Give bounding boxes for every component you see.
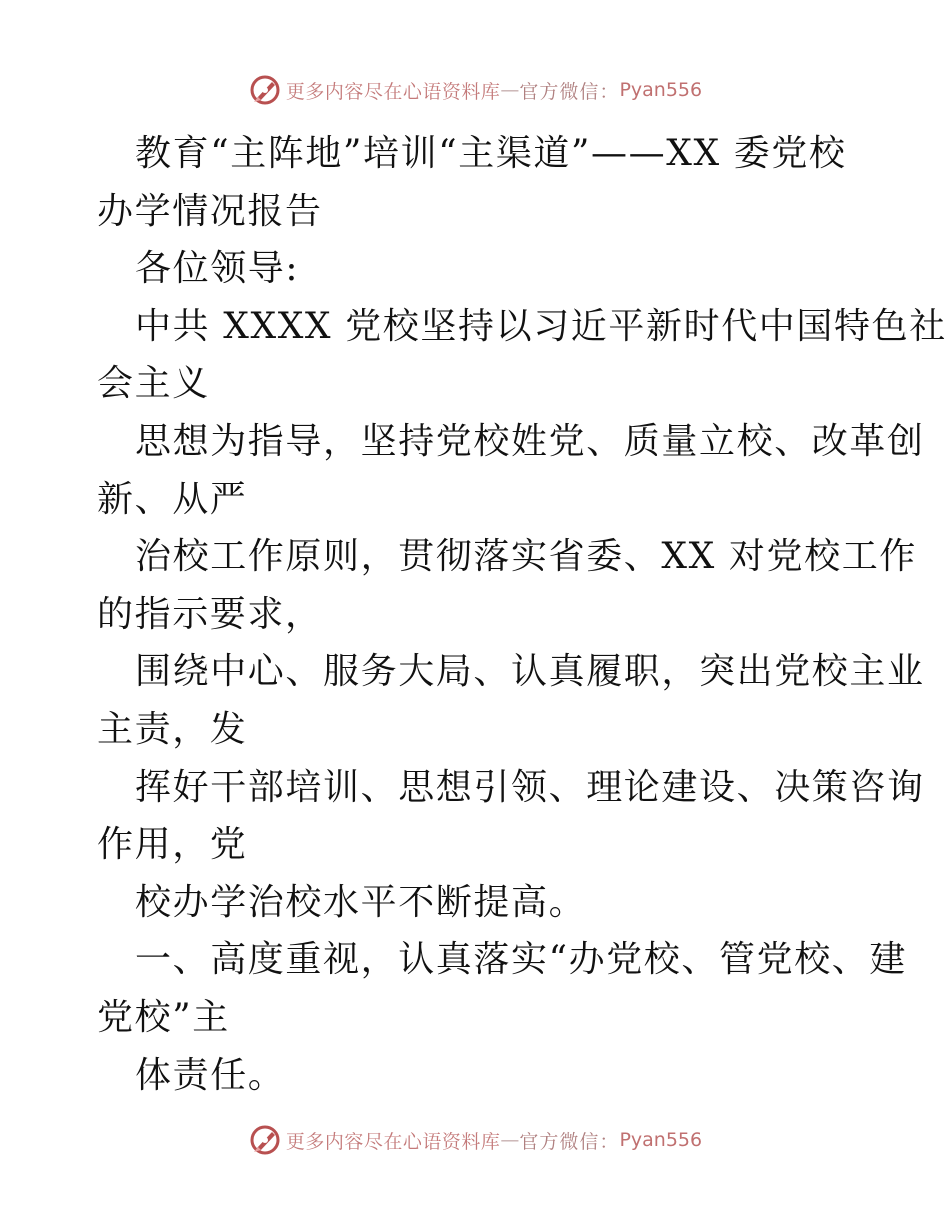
text-line: 治校工作原则，贯彻落实省委、XX 对党校工作 — [135, 536, 917, 578]
pen-seal-icon — [248, 73, 282, 107]
header-watermark — [0, 70, 950, 110]
text-line: 会主义 — [97, 363, 210, 405]
text-line: 校办学治校水平不断提高。 — [135, 881, 587, 923]
text-line: 挥好干部培训、思想引领、理论建设、决策咨询 — [135, 766, 925, 808]
watermark-wechat-id: Pyan556 — [619, 1129, 703, 1151]
text-line: 体责任。 — [135, 1054, 286, 1096]
watermark-official-label: 官方微信： — [519, 1130, 620, 1153]
text-line: 作用，党 — [97, 824, 248, 866]
watermark-separator: — — [500, 79, 520, 101]
text-line: 各位领导: — [135, 248, 300, 290]
watermark-official-label: 官方微信： — [519, 80, 620, 103]
text-line: 一、高度重视，认真落实“办党校、管党校、建 — [135, 939, 908, 981]
watermark-main-text: 更多内容尽在心语资料库 — [285, 80, 501, 103]
watermark-separator: — — [500, 1129, 520, 1151]
text-line: 办学情况报告 — [97, 190, 323, 232]
text-line: 的指示要求， — [97, 593, 323, 635]
watermark-wechat-id: Pyan556 — [619, 79, 703, 101]
footer-watermark — [0, 1120, 950, 1160]
document-body — [97, 125, 947, 1104]
pen-seal-icon — [248, 1123, 282, 1157]
text-line: 思想为指导，坚持党校姓党、质量立校、改革创 — [135, 420, 925, 462]
text-line: 党校”主 — [97, 996, 230, 1038]
text-line: 教育“主阵地”培训“主渠道”——XX 委党校 — [135, 133, 847, 174]
text-line: 新、从严 — [97, 478, 248, 520]
text-line: 主责，发 — [97, 708, 248, 750]
text-line: 围绕中心、服务大局、认真履职，突出党校主业 — [135, 651, 925, 693]
watermark-main-text: 更多内容尽在心语资料库 — [285, 1130, 501, 1153]
text-line: 中共 XXXX 党校坚持以习近平新时代中国特色社 — [135, 305, 947, 347]
